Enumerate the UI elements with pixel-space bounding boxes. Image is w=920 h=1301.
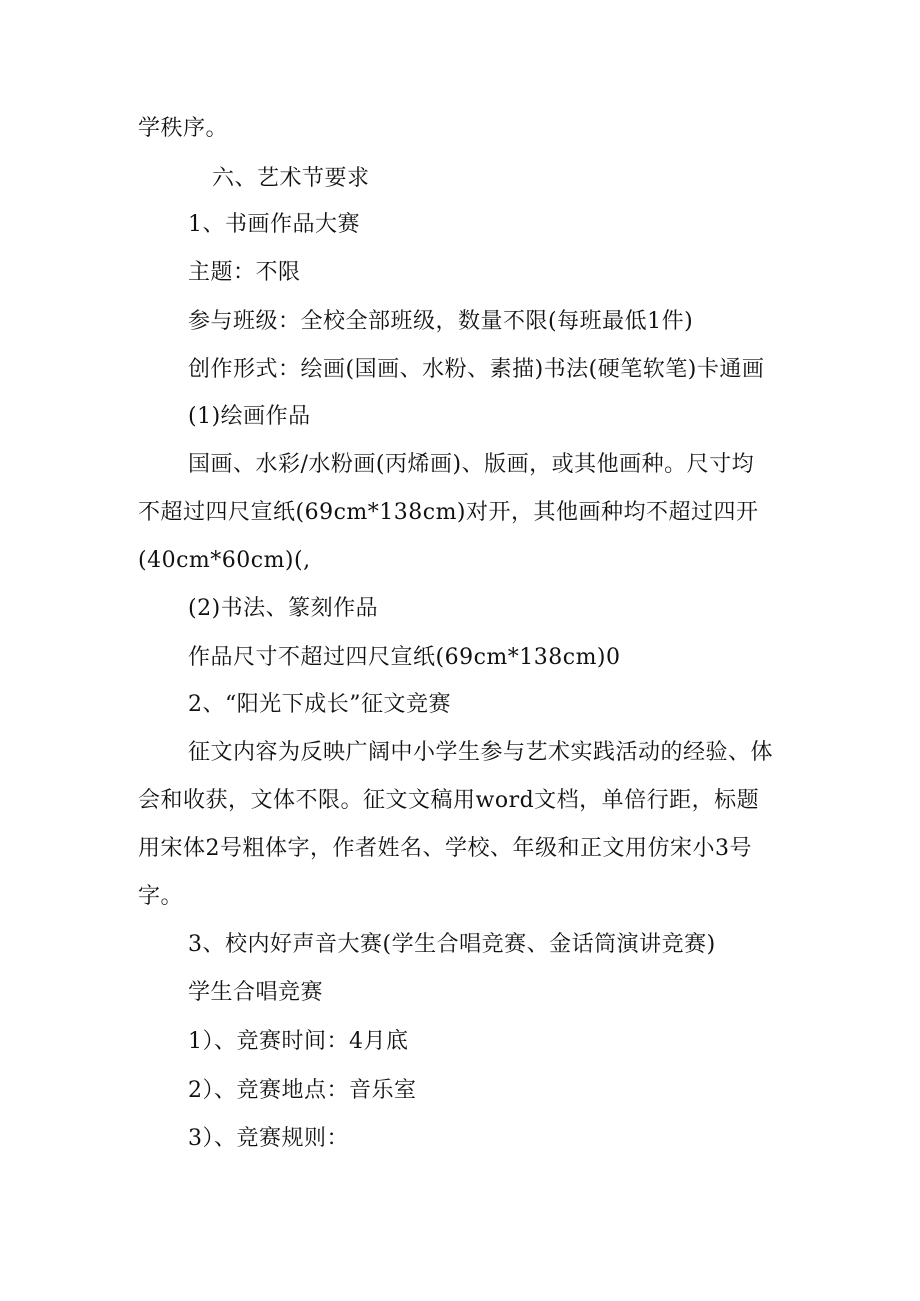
text-line-1: 学秩序。: [138, 116, 229, 141]
item-heading-voice-contest: 3、校内好声音大赛(学生合唱竞赛、金话筒演讲竞赛): [188, 932, 716, 957]
text-line-calligraphy-size: 作品尺寸不超过四尺宣纸(69cm*138cm)0: [188, 645, 621, 670]
text-line-essay-3: 用宋体2号粗体字，作者姓名、学校、年级和正文用仿宋小3号: [138, 836, 752, 861]
text-line-classes: 参与班级：全校全部班级，数量不限(每班最低1件): [188, 309, 694, 334]
text-line-essay-4: 字。: [138, 884, 184, 909]
text-line-forms: 创作形式：绘画(国画、水粉、素描)书法(硬笔软笔)卡通画: [188, 357, 765, 382]
text-line-choir: 学生合唱竞赛: [188, 980, 324, 1005]
text-line-time: 1）、竞赛时间：4月底: [188, 1029, 409, 1054]
item-heading-calligraphy-painting: 1、书画作品大赛: [188, 212, 360, 237]
text-line-theme: 主题：不限: [188, 260, 301, 285]
text-line-essay-1: 征文内容为反映广阔中小学生参与艺术实践活动的经验、体: [188, 740, 774, 765]
text-line-painting-2: 不超过四尺宣纸(69cm*138cm)对开，其他画种均不超过四开: [138, 500, 759, 525]
text-line-essay-2: 会和收获，文体不限。征文文稿用word文档，单倍行距，标题: [138, 788, 760, 813]
section-heading-art-festival: 六、艺术节要求: [212, 166, 370, 191]
text-line-location: 2）、竞赛地点：音乐室: [188, 1078, 417, 1103]
item-heading-essay: 2、“阳光下成长”征文竞赛: [188, 692, 451, 717]
text-line-rules: 3）、竞赛规则：: [188, 1126, 349, 1151]
text-line-painting-1: 国画、水彩/水粉画(丙烯画)、版画，或其他画种。尺寸均: [188, 452, 755, 477]
text-line-painting-3: (40cm*60cm)(,: [138, 548, 311, 573]
sub-heading-calligraphy: (2)书法、篆刻作品: [188, 596, 379, 621]
sub-heading-painting: (1)绘画作品: [188, 404, 311, 429]
